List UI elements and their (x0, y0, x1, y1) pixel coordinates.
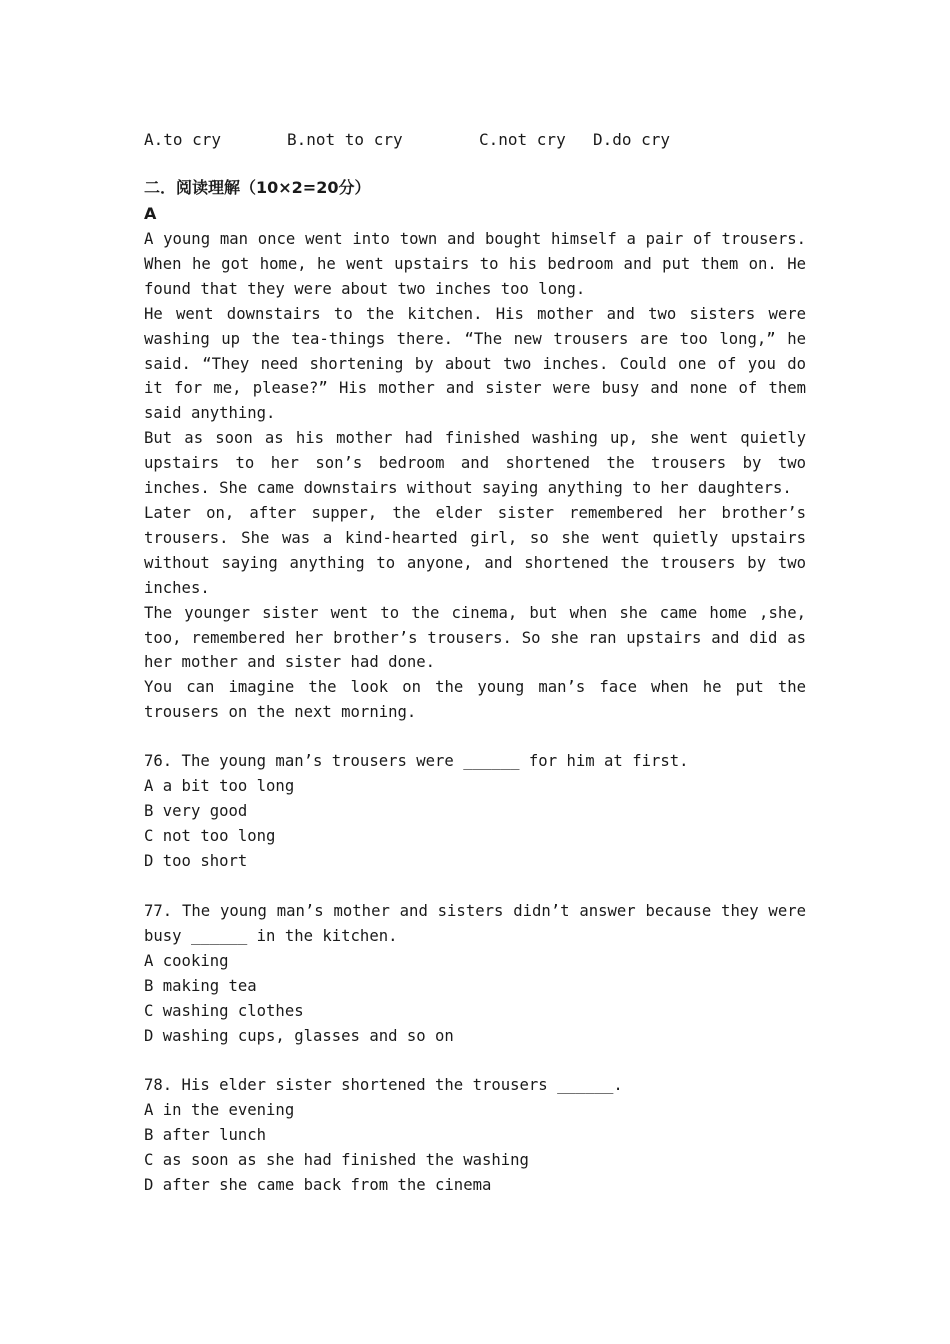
passage-paragraph: You can imagine the look on the young man’s face when he put the trousers on the next morning. (144, 678, 806, 722)
answer-option: D after she came back from the cinema (144, 1175, 492, 1194)
passage-paragraph: A young man once went into town and bought himself a pair of trousers. When he got home, he went upstairs to his bedroom and put them on. He found that they were about two inches too long. (144, 230, 806, 298)
previous-question-options (144, 128, 806, 152)
option-c: C.not cry (479, 130, 566, 149)
answer-option: C not too long (144, 826, 276, 845)
reading-passage (144, 227, 806, 725)
question-stem: 76. The young man’s trousers were ______ for him at first. (144, 752, 689, 770)
question-stem: 77. The young man’s mother and sisters didn’t answer because they were busy ______ in the kitchen. (144, 902, 806, 945)
answer-option: A cooking (144, 951, 229, 970)
passage-paragraph: Later on, after supper, the elder sister remembered her brother’s trousers. She was a kind-hearted girl, so she went quietly upstairs without saying anything to anyone, and shortened the trousers by two inches. (144, 503, 806, 597)
section-heading: 二．阅读理解（10×2=20分） (144, 178, 371, 197)
answer-option: B making tea (144, 976, 257, 995)
answer-option: B very good (144, 801, 248, 820)
answer-option: A in the evening (144, 1100, 295, 1119)
option-d: D.do cry (593, 130, 671, 149)
question-76 (144, 749, 806, 874)
answer-option: A a bit too long (144, 776, 295, 795)
passage-paragraph: But as soon as his mother had finished washing up, she went quietly upstairs to her son’s bedroom and shortened the trousers by two inches. She came downstairs without saying anything to her daughters. (144, 429, 806, 498)
option-b: B.not to cry (287, 130, 403, 149)
option-a: A.to cry (144, 130, 222, 149)
passage-paragraph: The younger sister went to the cinema, but when she came home ,she, too, remembered her brother’s trousers. So she ran upstairs and did as her mother and sister had done. (144, 603, 806, 672)
answer-option: B after lunch (144, 1125, 267, 1144)
answer-option: D washing cups, glasses and so on (144, 1026, 454, 1045)
answer-option: C washing clothes (144, 1001, 304, 1020)
question-78 (144, 1073, 806, 1198)
answer-option: C as soon as she had finished the washing (144, 1150, 529, 1169)
question-stem: 78. His elder sister shortened the trousers ______. (144, 1076, 623, 1094)
passage-label: A (144, 204, 157, 223)
passage-paragraph: He went downstairs to the kitchen. His mother and two sisters were washing up the tea-things there. “The new trousers are too long,” he said. “They need shortening by about two inches. Could one of you do it for me, please?” His mother and sister were busy and none of them said anything. (144, 304, 806, 423)
answer-option: D too short (144, 851, 248, 870)
question-77 (144, 899, 806, 1048)
